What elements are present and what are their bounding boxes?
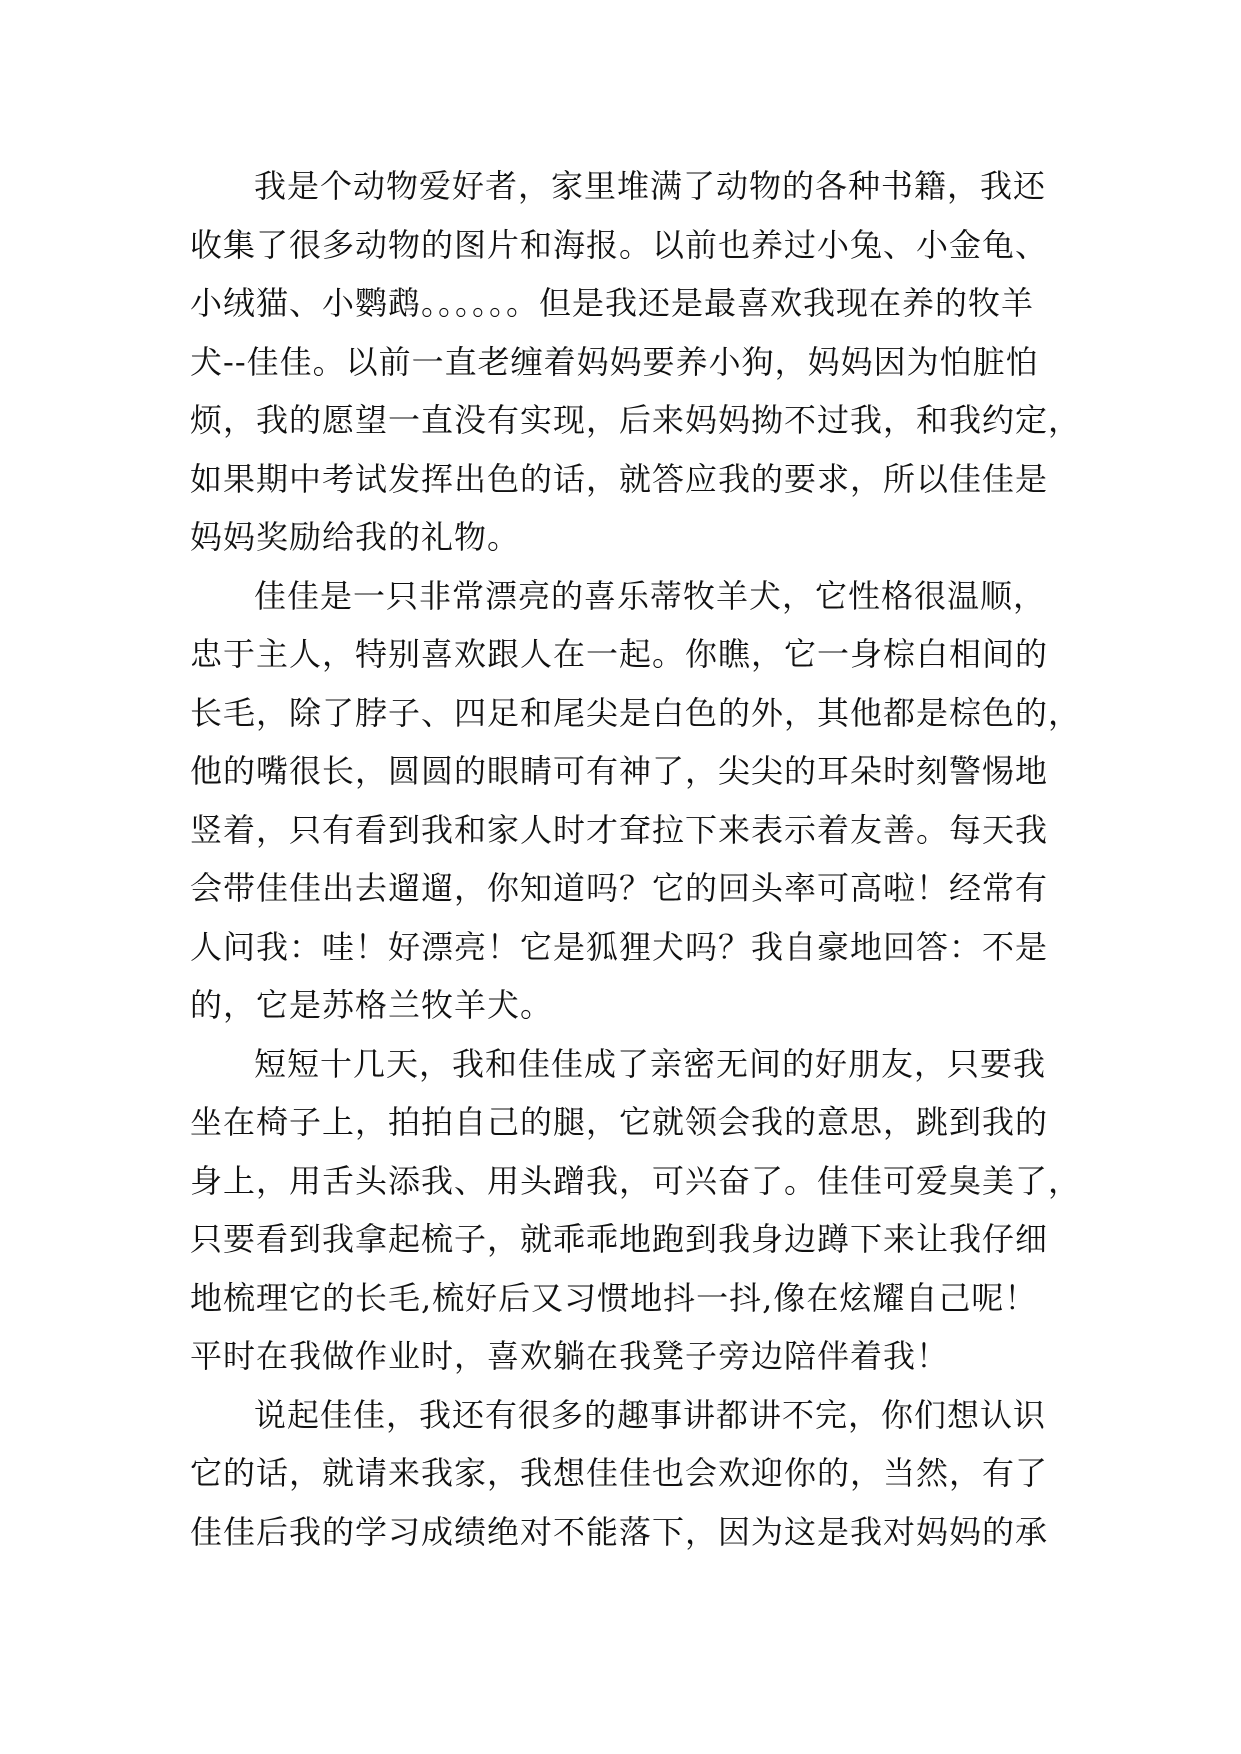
paragraph-3-line-5: 地梳理它的长毛,梳好后又习惯地抖一抖,像在炫耀自己呢！ <box>190 1278 1038 1317</box>
paragraph-1-line-3: 小绒猫、小鹦鹉。。。。。。但是我还是最喜欢我现在养的牧羊 <box>190 284 1035 322</box>
paragraph-3-line-3: 身上，用舌头添我、用头蹭我，可兴奋了。佳佳可爱臭美了， <box>190 1161 1082 1200</box>
paragraph-2-line-2: 忠于主人，特别喜欢跟人在一起。你瞧，它一身棕白相间的 <box>190 635 1049 673</box>
paragraph-1-line-5: 烦，我的愿望一直没有实现，后来妈妈拗不过我，和我约定， <box>190 401 1082 439</box>
paragraph-2-line-1: 佳佳是一只非常漂亮的喜乐蒂牧羊犬，它性格很温顺， <box>254 576 1047 615</box>
paragraph-4-line-2: 它的话，就请来我家，我想佳佳也会欢迎你的，当然，有了 <box>190 1454 1049 1492</box>
paragraph-3-line-4: 只要看到我拿起梳子，就乖乖地跑到我身边蹲下来让我仔细 <box>190 1220 1049 1258</box>
paragraph-1-line-4: 犬--佳佳。以前一直老缠着妈妈要养小狗，妈妈因为怕脏怕 <box>190 342 1039 381</box>
paragraph-3-line-6: 平时在我做作业时，喜欢躺在我凳子旁边陪伴着我！ <box>190 1337 950 1375</box>
paragraph-1-line-1: 我是个动物爱好者，家里堆满了动物的各种书籍，我还 <box>254 167 1047 205</box>
paragraph-2-line-3: 长毛，除了脖子、四足和尾尖是白色的外，其他都是棕色的， <box>190 693 1082 732</box>
paragraph-2-line-5: 竖着，只有看到我和家人时才耷拉下来表示着友善。每天我 <box>190 810 1049 849</box>
paragraph-3-line-2: 坐在椅子上，拍拍自己的腿，它就领会我的意思，跳到我的 <box>190 1103 1049 1141</box>
paragraph-1-line-7: 妈妈奖励给我的礼物。 <box>190 518 521 556</box>
paragraph-4-line-1: 说起佳佳，我还有很多的趣事讲都讲不完，你们想认识 <box>254 1395 1047 1434</box>
paragraph-2-line-6: 会带佳佳出去遛遛，你知道吗？它的回头率可高啦！经常有 <box>190 869 1049 907</box>
paragraph-4-line-3: 佳佳后我的学习成绩绝对不能落下，因为这是我对妈妈的承 <box>190 1512 1049 1551</box>
paragraph-2-line-8: 的，它是苏格兰牧羊犬。 <box>190 986 554 1024</box>
paragraph-3-line-1: 短短十几天，我和佳佳成了亲密无间的好朋友，只要我 <box>254 1044 1047 1083</box>
paragraph-2-line-7: 人问我：哇！好漂亮！它是狐狸犬吗？我自豪地回答：不是 <box>190 927 1049 966</box>
essay-body <box>190 157 1082 1561</box>
paragraph-2-line-4: 他的嘴很长，圆圆的眼睛可有神了，尖尖的耳朵时刻警惕地 <box>190 752 1049 790</box>
paragraph-1-line-6: 如果期中考试发挥出色的话，就答应我的要求，所以佳佳是 <box>190 459 1049 498</box>
paragraph-1-line-2: 收集了很多动物的图片和海报。以前也养过小兔、小金龟、 <box>190 225 1049 264</box>
